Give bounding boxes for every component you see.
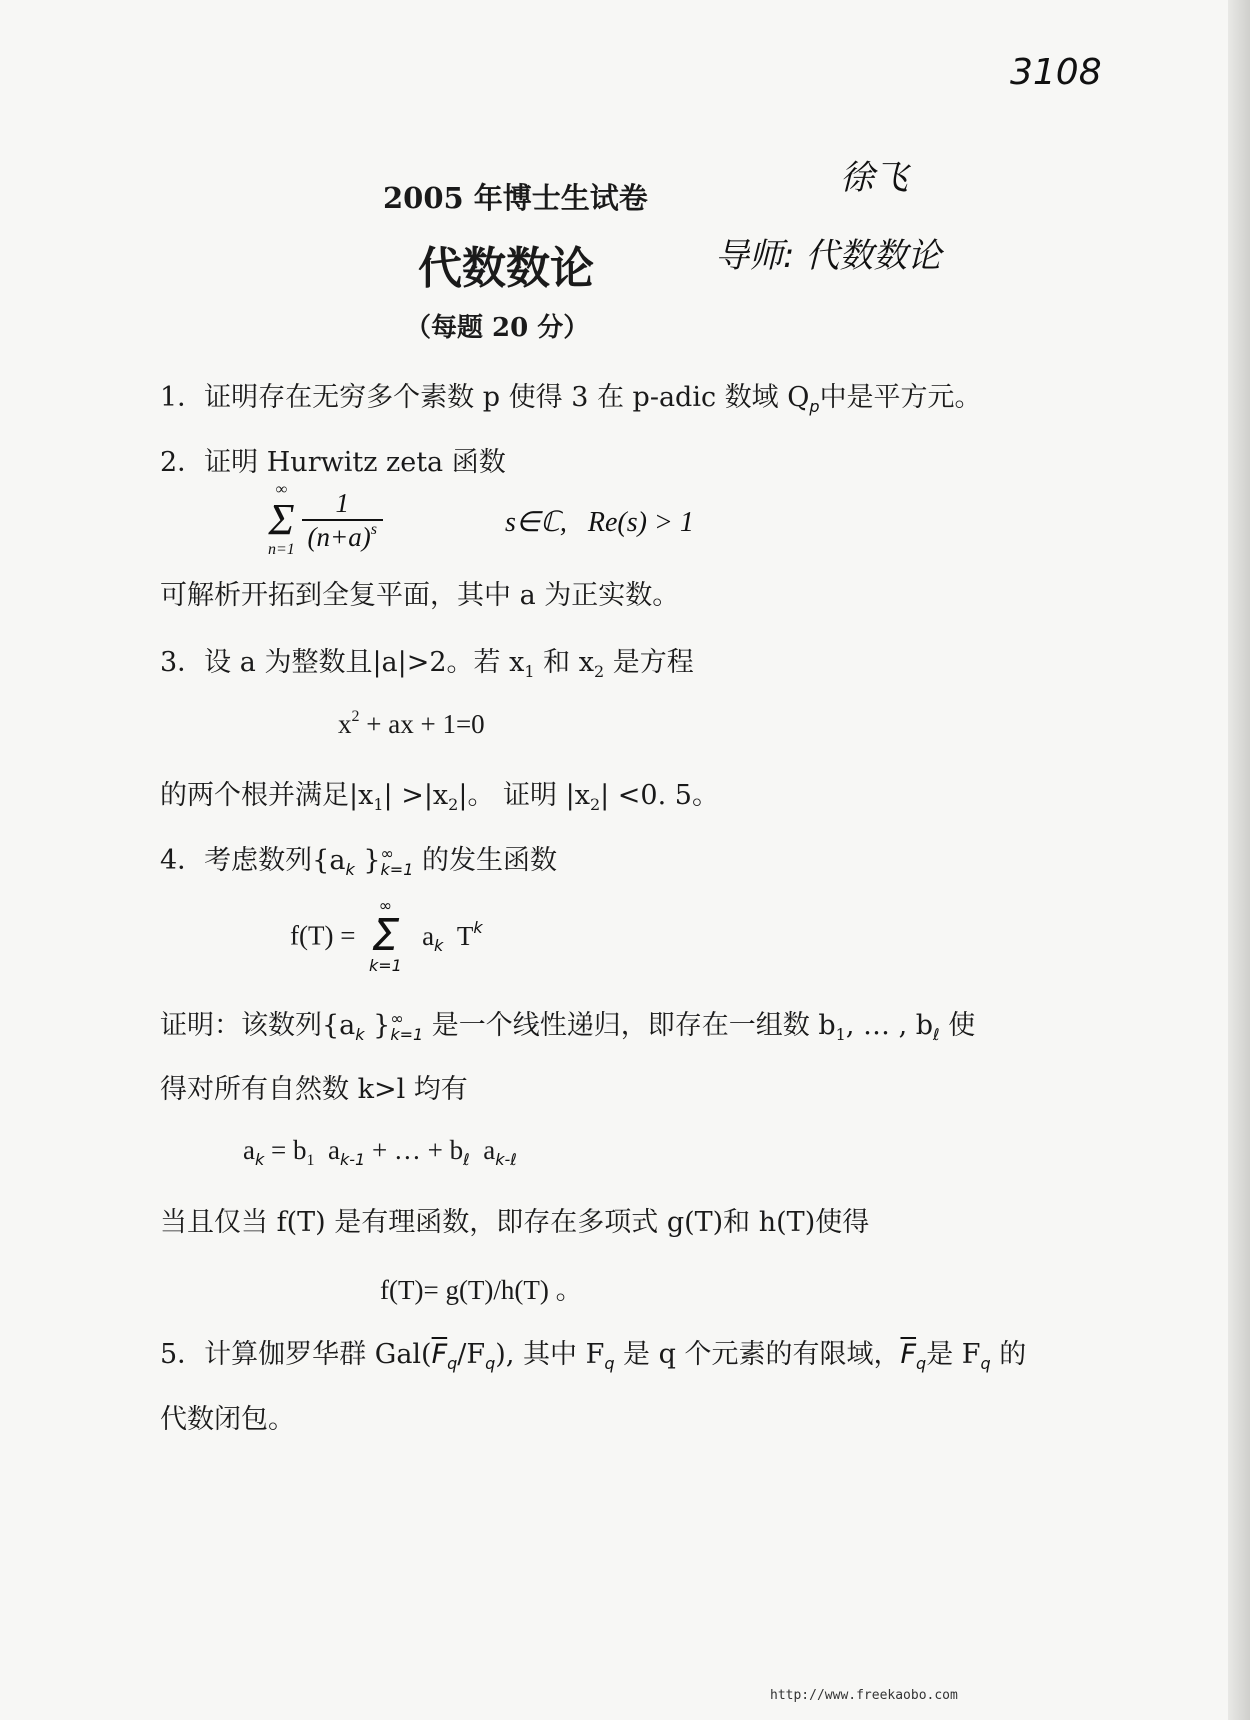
sum-sign: ∞ Σ n=1 xyxy=(268,481,295,558)
question-4-line2: 得对所有自然数 k>l 均有 xyxy=(160,1074,468,1105)
exam-title: 2005 年博士生试卷 xyxy=(383,181,648,215)
question-4-lead: 4．考虑数列{$a_k$ } ∞ k=1 的发生函数 xyxy=(160,843,557,879)
handwritten-advisor-note: 导师: 代数数论 xyxy=(715,236,942,276)
question-3-lead: 3．设 a 为整数且|a|>2。若 $x_1$ 和 $x_2$ 是方程 xyxy=(160,647,694,681)
q1-text: 1．证明存在无穷多个素数 p 使得 3 在 p-adic 数域 Q xyxy=(160,382,810,413)
rational-function-equation: f(T)= g(T)/h(T) 。 xyxy=(380,1275,583,1305)
generating-function: f(T) = ∞ Σ k=1 $a_k$ $T^k$ xyxy=(290,896,483,975)
question-3-tail: 的两个根并满足$|x_1| >|x_2|$。 证明 $|x_2| <0$. 5。 xyxy=(160,780,719,814)
linear-recurrence: $a_k = b_1$ $a_{k-1}$ + … + $b_\ell$ $a_{k-\ell}$ xyxy=(243,1135,517,1169)
subject-title: 代数数论 xyxy=(418,243,594,294)
scan-edge xyxy=(1228,0,1250,1720)
q1-tail: 中是平方元。 xyxy=(819,382,982,413)
q1-subscript: p xyxy=(809,397,820,416)
handwritten-page-number: 3108 xyxy=(1010,52,1102,93)
sum-sign-2: ∞ Σ k=1 xyxy=(368,896,402,975)
question-2-tail: 可解析开拓到全复平面，其中 a 为正实数。 xyxy=(160,580,680,611)
hurwitz-formula xyxy=(268,482,383,558)
handwritten-author: 徐飞 xyxy=(840,158,908,198)
quadratic-equation: $x^2$ + ax + 1=0 xyxy=(338,708,485,739)
question-5-line2: 代数闭包。 xyxy=(160,1404,295,1435)
footer-url[interactable]: http://www.freekaobo.com xyxy=(770,1688,958,1703)
score-note: （每题 20 分） xyxy=(405,313,590,343)
question-4-iff: 当且仅当 f(T) 是有理函数，即存在多项式 g(T)和 h(T)使得 xyxy=(160,1207,870,1238)
question-4-proof: 证明：该数列{$a_k$ } ∞ k=1 是一个线性递归，即存在一组数 $b_1$, … , $b_\ell$ 使 xyxy=(160,1008,976,1044)
hurwitz-fraction: $\frac{1}{(n+a)^s}$ xyxy=(302,488,383,553)
question-1 xyxy=(160,375,982,416)
question-5: 5．计算伽罗华群 $Gal(\overline{F}_q/F_q)$, 其中 $F_q$ 是 q 个元素的有限域，$\overline{F}_q$是 $F_q$ 的 xyxy=(160,1339,1027,1373)
question-2-lead: 2．证明 Hurwitz zeta 函数 xyxy=(160,447,506,478)
hurwitz-domain-condition: s∈ℂ, Re(s) > 1 xyxy=(505,507,694,538)
